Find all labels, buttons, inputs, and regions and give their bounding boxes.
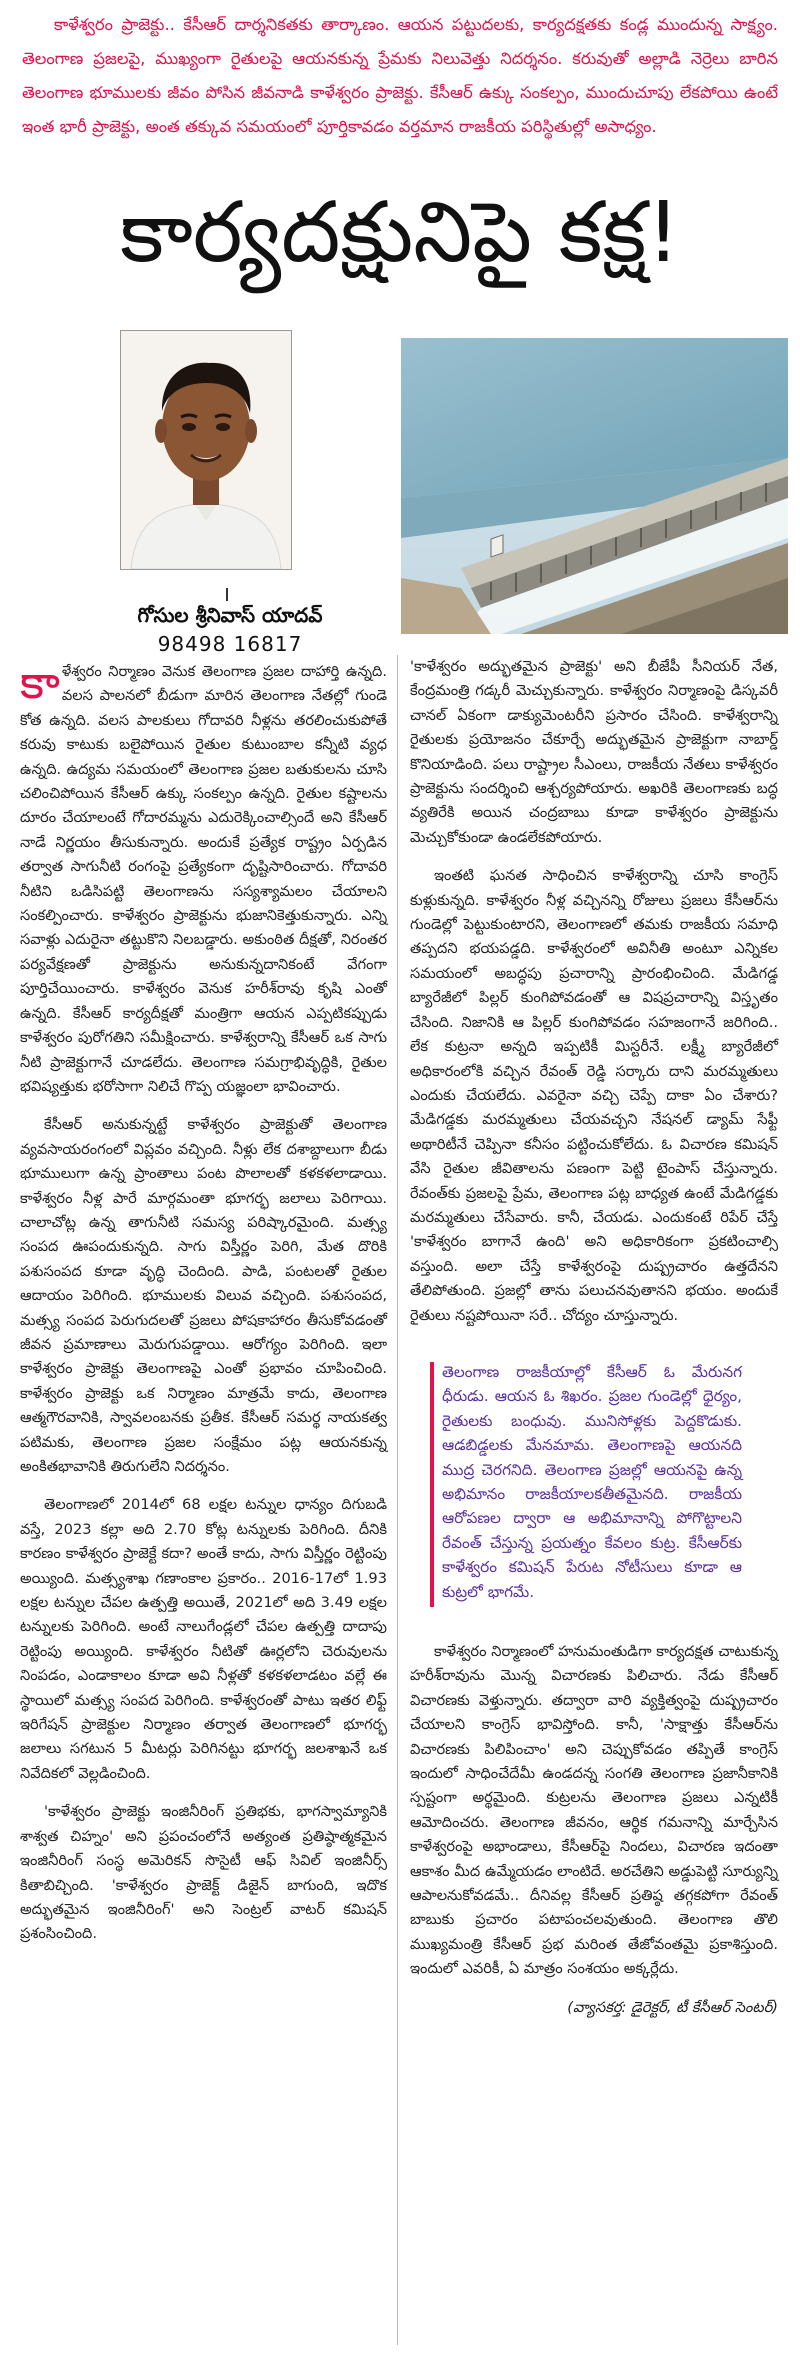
intro-summary: కాళేశ్వరం ప్రాజెక్టు.. కేసీఆర్ దార్శనికతకు తార్కాణం. ఆయన పట్టుదలకు, కార్యదక్షతకు కండ్ల ముందున్న సాక్ష్యం. తెలంగాణ ప్రజలపై, ముఖ్యంగా రైతులపై ఆయనకున్న ప్రేమకు నిలువెత్తు నిదర్శనం. కరువుతో అల్లాడి నెర్రెలు బారిన తెలంగాణ భూములకు జీవం పోసిన జీవనాడి కాళేశ్వరం ప్రాజెక్టు. కేసీఆర్ ఉక్కు సంకల్పం, ముందుచూపు లేకపోయి ఉంటే ఇంత భారీ ప్రాజెక్టు, అంత తక్కువ సమయంలో పూర్తికావడం వర్తమాన రాజకీయ పరిస్థితుల్లో అసాధ్యం.: [22, 15, 778, 136]
right-column-continued: [410, 1640, 778, 2034]
paragraph: 'కాళేశ్వరం అద్భుతమైన ప్రాజెక్టు' అని బీజేపీ సీనియర్ నేత, కేంద్రమంత్రి గడ్కరీ మెచ్చుకున్నారు. కాళేశ్వరం నిర్మాణంపై డిస్కవరీ చానల్ ఏకంగా డాక్యుమెంటరీని ప్రసారం చేసింది. కాళేశ్వరాన్ని రైతులకు ప్రయోజనం చేకూర్చే అద్భుతమైన ప్రాజెక్టుగా నాబార్డ్ కొనియాడింది. పలు రాష్ట్రాల సీఎంలు, రాజకీయ నేతలు కాళేశ్వరం ప్రాజెక్టును సందర్శించి ఆశ్చర్యపోయారు. అఖరికి తెలంగాణకు బద్ధ వ్యతిరేకి అయిన చంద్రబాబు కూడా కాళేశ్వరం ప్రాజెక్టును మెచ్చుకోకుండా ఉండలేకపోయారు.: [410, 658, 778, 846]
paragraph: 'కాళేశ్వరం ప్రాజెక్టు ఇంజినీరింగ్ ప్రతిభకు, భాగస్వామ్యానికి శాశ్వత చిహ్నం' అని ప్రపంచంలోనే అత్యంత ప్రతిష్ఠాత్మకమైన ఇంజినీరింగ్ సంస్థ అమెరికన్ సొసైటీ ఆఫ్ సివిల్ ఇంజినీర్స్ కితాబిచ్చింది. 'కాళేశ్వరం ప్రాజెక్ట్ డిజైన్ బాగుంది, ఇదొక అద్భుతమైన ఇంజినీరింగ్' అని సెంట్రల్ వాటర్ కమిషన్ ప్రశంసించింది.: [20, 1803, 387, 1943]
byline-marker: [226, 588, 228, 601]
right-column: [410, 655, 778, 1342]
page-title: కార్యదక్షునిపై కక్ష!: [119, 183, 681, 281]
paragraph-text: ళేశ్వరం నిర్మాణం వెనుక తెలంగాణ ప్రజల దాహార్తి ఉన్నది. వలస పాలనలో బీడుగా మారిన తెలంగాణ నేతల్లో గుండె కోత ఉన్నది. వలస పాలకులు గోదావరి నీళ్లను తరలించుకుపోతే కరువు కాటుకు బలైపోయిన రైతుల కుటుంబాల కన్నీటి వ్యధ ఉన్నది. ఉద్యమ సమయంలో తెలంగాణ ప్రజల బతుకులను చూసి చలించిపోయిన కేసీఆర్ ఉక్కు సంకల్పం ఉన్నది. రైతుల కష్టాలను దూరం చేయాలంటే గోదారమ్మను ఎదురెక్కించాల్సిందే అని కేసీఆర్ నాడే నిర్ణయం తీసుకున్నారు. అందుకే ప్రత్యేక రాష్ట్రం ఏర్పడిన తర్వాత సాగునీటి రంగంపై ప్రత్యేకంగా దృష్టిసారించారు. గోదావరి నీటిని ఒడిసిపట్టి తెలంగాణను సస్యశ్యామలం చేయాలని సంకల్పించారు. కాళేశ్వరం ప్రాజెక్టును భుజానికెత్తుకున్నారు. ఎన్ని సవాళ్లు ఎదురైనా తట్టుకొని నిలబడ్డారు. అకుంఠిత దీక్షతో, నిరంతర పర్యవేక్షణతో ప్రాజెక్టును అనుకున్నదానికంటే వేగంగా పూర్తిచేయించారు. కాళేశ్వరం వెనుక హరీశ్‌రావు కృషి ఎంతో ఉన్నది. కేసీఆర్ కార్యదీక్షతో మంత్రిగా ఆయన ఎప్పటికప్పుడు కాళేశ్వరం పురోగతిని సమీక్షించారు. కాళేశ్వరాన్ని కేసీఆర్ ఒక సాగు నీటి ప్రాజెక్టుగానే చూడలేదు. తెలంగాణ సమగ్రాభివృద్ధికి, రైతుల భవిష్యత్తుకు భరోసాగా నిలిచే గొప్ప యజ్ఞంలా భావించారు.: [20, 663, 387, 1095]
author-photo: [120, 330, 292, 570]
paragraph: [20, 655, 387, 1099]
paragraph: తెలంగాణలో 2014లో 68 లక్షల టన్నుల ధాన్యం దిగుబడి వస్తే, 2023 కల్లా అది 2.70 కోట్ల టన్నులకు పెరిగింది. దీనికి కారణం కాళేశ్వరం ప్రాజెక్టే కదా? అంతే కాదు, సాగు విస్తీర్ణం రెట్టింపు అయ్యింది. మత్స్యశాఖ గణాంకాల ప్రకారం.. 2016-17లో 1.93 లక్షల టన్నుల చేపల ఉత్పత్తి అయితే, 2021లో అది 3.49 లక్షల టన్నులకు పెరిగింది. అంటే నాలుగేండ్లలో చేపల ఉత్పత్తి దాదాపు రెట్టింపు అయ్యింది. కాళేశ్వరం నీటితో ఊర్లలోని చెరువులను నింపడం, ఎండాకాలం కూడా అవి నీళ్లతో కళకళలాడటం వల్లే ఈ స్థాయిలో మత్స్య సంపద పెరిగింది. కాళేశ్వరంతో పాటు ఇతర లిఫ్ట్ ఇరిగేషన్ ప్రాజెక్టుల నిర్మాణం తర్వాత తెలంగాణలో భూగర్భ జలాలు సగటున 5 మీటర్లు పెరిగినట్టు భూగర్భ జలశాఖనే ఒక నివేదికలో వెల్లడించింది.: [20, 1496, 387, 1782]
column-divider: [397, 655, 398, 2345]
drop-cap: కా: [20, 655, 60, 709]
paragraph: కేసీఆర్ అనుకున్నట్టే కాళేశ్వరం ప్రాజెక్టుతో తెలంగాణ వ్యవసాయరంగంలో విప్లవం వచ్చింది. నీళ్లు లేక దశాబ్దాలుగా బీడు భూములుగా ఉన్న ప్రాంతాలు పంట పొలాలతో కళకళలాడాయి. కాళేశ్వరం నీళ్ల పారే మార్గమంతా భూగర్భ జలాలు పెరిగాయి. చాలాచోట్ల ఉన్న తాగునీటి సమస్య పరిష్కారమైంది. మత్స్య సంపద ఊపందుకున్నది. సాగు విస్తీర్ణం పెరిగి, మేత దొరికి పశుసంపద కూడా వృద్ధి చెందింది. పాడి, పంటలతో రైతుల ఆదాయం పెరిగింది. భూములకు విలువ వచ్చింది. పశుసంపద, మత్స్య సంపద పెరుగుదలతో ప్రజలు పోషకాహారం తీసుకోవడంతో జీవన ప్రమాణాలు మెరుగుపడ్డాయి. ఆరోగ్యం పెరిగింది. ఇలా కాళేశ్వరం ప్రాజెక్టు తెలంగాణపై ఎంతో ప్రభావం చూపించింది. కాళేశ్వరం ప్రాజెక్టు ఒక నిర్మాణం మాత్రమే కాదు, తెలంగాణ ఆత్మగౌరవానికి, స్వావలంబనకు ప్రతీక. కేసీఆర్ సమర్థ నాయకత్వ పటిమకు, తెలంగాణ ప్రజల సంక్షేమం పట్ల ఆయనకున్న అంకితభావానికి తిరుగులేని నిదర్శనం.: [20, 1116, 387, 1475]
author-phone: 98498 16817: [157, 632, 303, 656]
paragraph: ఇంతటి ఘనత సాధించిన కాళేశ్వరాన్ని చూసి కాంగ్రెస్ కుళ్లుకున్నది. కాళేశ్వరం నీళ్ల వచ్చినన్ని రోజులు ప్రజలు కేసీఆర్‌ను గుండెల్లో పెట్టుకుంటారని, తెలంగాణలో తమకు రాజకీయ సమాధి తప్పదని భయపడ్డది. కాళేశ్వరంలో అవినీతి అంటూ ఎన్నికల సమయంలో అబద్ధపు ప్రచారాన్ని ప్రారంభించింది. మేడిగడ్డ బ్యారేజీలో పిల్లర్ కుంగిపోవడంతో ఆ విషప్రచారాన్ని విస్తృతం చేసింది. నిజానికి ఆ పిల్లర్ కుంగిపోవడం సహజంగానే జరిగింది.. లేక కుట్రనా అన్నది ఇప్పటికీ మిస్టరీనే. లక్ష్మీ బ్యారేజీలో అధికారంలోకి వచ్చిన రేవంత్ రెడ్డి సర్కారు దాని మరమ్మతులు ఎందుకు చేయలేదు. ఎవరైనా వచ్చి చెప్పే దాకా ఏం చేశారు? మేడిగడ్డకు మరమ్మతులు చేయవచ్చని నేషనల్ డ్యామ్ సేఫ్టీ అథారిటీనే చెప్పినా కనీసం పట్టించుకోలేదు. ఓ విచారణ కమిషన్ వేసి రైతుల జీవితాలను పణంగా పెట్టి టైంపాస్ చేస్తున్నారు. రేవంత్‌కు ప్రజలపై ప్రేమ, తెలంగాణ పట్ల బాధ్యత ఉంటే మేడిగడ్డకు మరమ్మతులు చేసేవారు. కానీ, చేయడు. ఎందుకంటే రిపేర్ చేస్తే 'కాళేశ్వరం బాగానే ఉంది' అని అధికారికంగా ప్రకటించాల్సి వస్తుంది. అలా చేస్తే కాళేశ్వరంపై దుష్ప్రచారం ఉత్తదేనని తేలిపోతుంది. ప్రజల్లో తాను పలుచనవుతానని భయం. అందుకే రైతులు నష్టపోయినా సరే.. చోద్యం చూస్తున్నారు.: [410, 867, 778, 1324]
author-credit: (వ్యాసకర్త: డైరెక్టర్, టీ కేసీఆర్ సెంటర్): [567, 1998, 778, 2016]
callout-accent-bar: [430, 1362, 434, 1607]
paragraph: కాళేశ్వరం నిర్మాణంలో హనుమంతుడిగా కార్యదక్షత చాటుకున్న హరీశ్‌రావును మొన్న విచారణకు పిలిచారు. నేడు కేసీఆర్ విచారణకు వెళ్తున్నారు. తద్వారా వారి వ్యక్తిత్వంపై దుష్ప్రచారం చేయాలని కాంగ్రెస్ భావిస్తోంది. కానీ, 'సాక్షాత్తు కేసీఆర్‌ను విచారణకు పిలిపించాం' అని చెప్పుకోవడం తప్పితే కాంగ్రెస్ ఇందులో సాధించేదేమీ ఉండదన్న సంగతి తెలంగాణ ప్రజానీకానికి స్పష్టంగా అర్థమైంది. కుట్రలను తెలంగాణ ప్రజలు ఎన్నటికీ ఆమోదించరు. తెలంగాణ జీవనం, ఆర్థిక గమనాన్ని మార్చేసిన కాళేశ్వరంపై అభాండాలు, కేసీఆర్‌పై నిందలు, విచారణ ఇదంతా ఆకాశం మీద ఉమ్మేయడం లాంటిదే. అరచేతిని అడ్డుపెట్టి సూర్యున్ని ఆపాలనుకోవడమే.. దీనివల్ల కేసీఆర్ ప్రతిష్ఠ తగ్గకపోగా రేవంత్ బాబుకు ప్రచారం పటాపంచలవుతుంది. తెలంగాణ తొలి ముఖ్యమంత్రి కేసీఆర్ ప్రభ మరింత తేజోవంతమై ప్రకాశిస్తుంది. ఇందులో ఎవరికీ, ఏ మాత్రం సంశయం అక్కర్లేదు.: [410, 1643, 778, 1978]
pull-quote: తెలంగాణ రాజకీయాల్లో కేసీఆర్ ఓ మేరునగ ధీరుడు. ఆయన ఓ శిఖరం. ప్రజల గుండెల్లో ధైర్యం, రైతులకు బంధువు. మునిసోళ్లకు పెద్దకొడుకు. ఆడబిడ్డలకు మేనమామ. తెలంగాణపై ఆయనది ముద్ర చెరగనిది. తెలంగాణ ప్రజల్లో ఆయనపై ఉన్న అభిమానం రాజకీయాలకతీతమైనది. రాజకీయ ఆరోపణల ద్వారా ఆ అభిమానాన్ని పోగొట్టాలని రేవంత్ చేస్తున్న ప్రయత్నం కేవలం కుట్ర. కేసీఆర్‌కు కాళేశ్వరం కమిషన్ పేరుట నోటీసులు కూడా ఆ కుట్రలో భాగమే.: [442, 1363, 742, 1601]
barrage-photo: [401, 338, 788, 634]
author-name: గోసుల శ్రీనివాస్ యాదవ్: [137, 603, 323, 627]
left-column: [20, 655, 387, 1961]
